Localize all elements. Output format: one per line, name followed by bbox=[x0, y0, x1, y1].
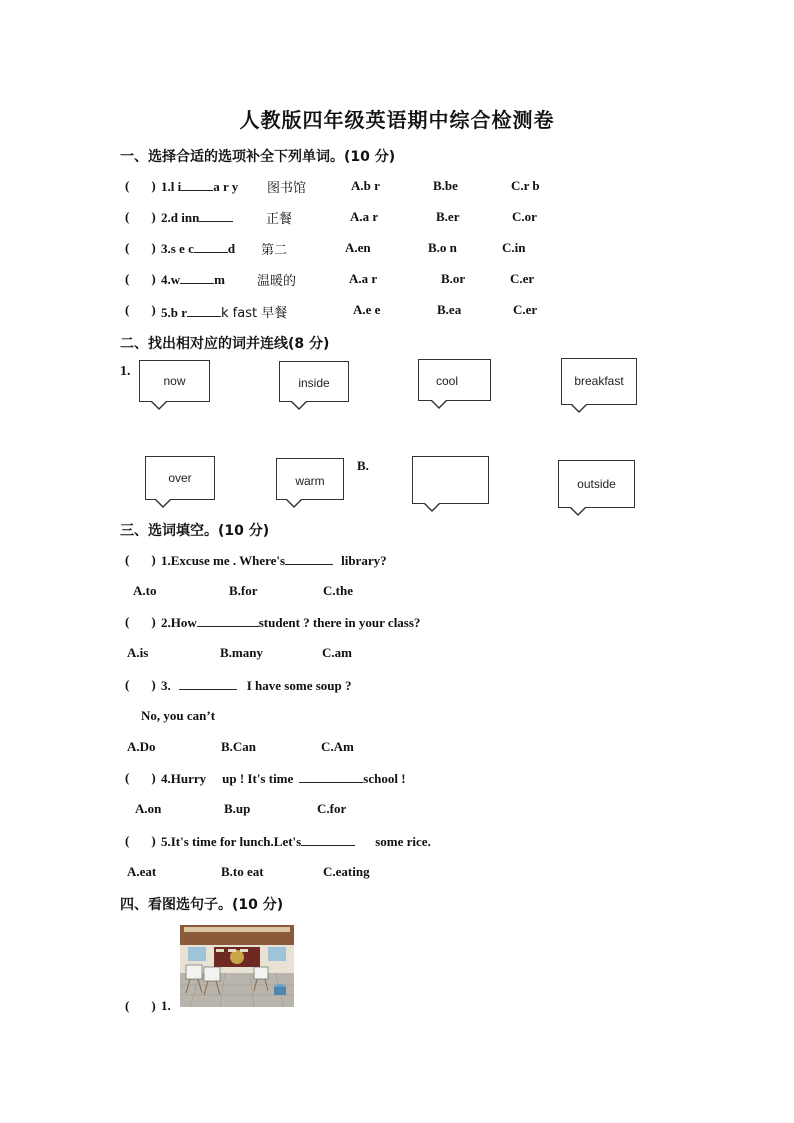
word-bubble-empty[interactable] bbox=[412, 456, 489, 504]
option-a: A.e e bbox=[353, 302, 381, 317]
q2-option-a: A.is bbox=[127, 645, 149, 660]
question-stem: 3.s e c d bbox=[161, 241, 236, 256]
question-5: 5.It's time for lunch.Let's some rice. bbox=[161, 834, 431, 849]
option-c: C.in bbox=[502, 240, 526, 255]
word-bubble-warm[interactable]: warm bbox=[276, 458, 344, 500]
word-bubble-now[interactable]: now bbox=[139, 360, 210, 402]
option-a: A.a r bbox=[350, 209, 379, 224]
word-bubble-inside[interactable]: inside bbox=[279, 361, 349, 402]
answer-paren[interactable]: ( ) bbox=[125, 614, 156, 629]
option-a: A.b r bbox=[351, 178, 380, 193]
page-title: 人教版四年级英语期中综合检测卷 bbox=[239, 108, 555, 132]
option-b: B.be bbox=[433, 178, 458, 193]
q2-option-c: C.am bbox=[322, 645, 352, 660]
question-stem: 1.l i a r y bbox=[161, 179, 239, 194]
answer-paren[interactable]: ( ) bbox=[125, 770, 156, 785]
word-bubble-breakfast[interactable]: breakfast bbox=[561, 358, 637, 405]
question-1: 1.Excuse me . Where's library? bbox=[161, 553, 387, 568]
chinese-meaning: 图书馆 bbox=[267, 181, 307, 196]
word-bubble-outside[interactable]: outside bbox=[558, 460, 635, 508]
q3-option-a: A.Do bbox=[127, 739, 156, 754]
option-c: C.er bbox=[513, 302, 538, 317]
row-1-label: 1. bbox=[120, 364, 131, 379]
q5-option-c: C.eating bbox=[323, 864, 370, 879]
section-1-heading: 一、选择合适的选项补全下列单词。(10 分) bbox=[120, 149, 396, 165]
option-a: A.a r bbox=[349, 271, 378, 286]
option-b: B.or bbox=[441, 271, 466, 286]
section-4-heading: 四、看图选句子。(10 分) bbox=[120, 897, 284, 913]
answer-paren[interactable]: ( ) bbox=[125, 209, 156, 224]
q1-option-a: A.to bbox=[133, 583, 157, 598]
option-a: A.en bbox=[345, 240, 371, 255]
word-bubble-over[interactable]: over bbox=[145, 456, 215, 500]
q1-option-b: B.for bbox=[229, 583, 258, 598]
question-3-reply: No, you can’t bbox=[141, 708, 216, 723]
picture-question-1: 1. bbox=[161, 998, 171, 1013]
section-3-heading: 三、选词填空。(10 分) bbox=[120, 523, 270, 539]
q2-option-b: B.many bbox=[220, 645, 263, 660]
answer-paren[interactable]: ( ) bbox=[125, 833, 156, 848]
option-c: C.er bbox=[510, 271, 535, 286]
chinese-meaning: 温暖的 bbox=[257, 274, 297, 289]
answer-paren[interactable]: ( ) bbox=[125, 302, 156, 317]
q5-option-a: A.eat bbox=[127, 864, 157, 879]
answer-paren[interactable]: ( ) bbox=[125, 240, 156, 255]
answer-paren[interactable]: ( ) bbox=[125, 271, 156, 286]
question-4: 4.Hurry up ! It's time school ! bbox=[161, 771, 406, 786]
word-bubble-cool[interactable]: cool bbox=[418, 359, 491, 401]
question-stem: 4.w m bbox=[161, 272, 225, 287]
answer-paren[interactable]: ( ) bbox=[125, 178, 156, 193]
question-3: 3. I have some soup ? bbox=[161, 678, 352, 693]
row-b-label: B. bbox=[357, 458, 369, 473]
section-2-heading: 二、找出相对应的词并连线(8 分) bbox=[120, 336, 330, 352]
q4-option-b: B.up bbox=[224, 801, 251, 816]
chinese-meaning: 正餐 bbox=[266, 212, 293, 227]
option-b: B.er bbox=[436, 209, 460, 224]
q4-option-a: A.on bbox=[135, 801, 162, 816]
q5-option-b: B.to eat bbox=[221, 864, 264, 879]
option-c: C.r b bbox=[511, 178, 540, 193]
answer-paren[interactable]: ( ) bbox=[125, 998, 156, 1013]
q1-option-c: C.the bbox=[323, 583, 353, 598]
question-2: 2.How student ? there in your class? bbox=[161, 615, 421, 630]
art-classroom-picture bbox=[180, 925, 294, 1007]
chinese-meaning: 第二 bbox=[261, 243, 288, 258]
q3-option-c: C.Am bbox=[321, 739, 354, 754]
q4-option-c: C.for bbox=[317, 801, 347, 816]
answer-paren[interactable]: ( ) bbox=[125, 677, 156, 692]
answer-paren[interactable]: ( ) bbox=[125, 552, 156, 567]
option-c: C.or bbox=[512, 209, 537, 224]
option-b: B.ea bbox=[437, 302, 462, 317]
option-b: B.o n bbox=[428, 240, 457, 255]
q3-option-b: B.Can bbox=[221, 739, 257, 754]
question-stem: 5.b r k fast 早餐 bbox=[161, 305, 288, 321]
question-stem: 2.d inn bbox=[161, 209, 233, 226]
